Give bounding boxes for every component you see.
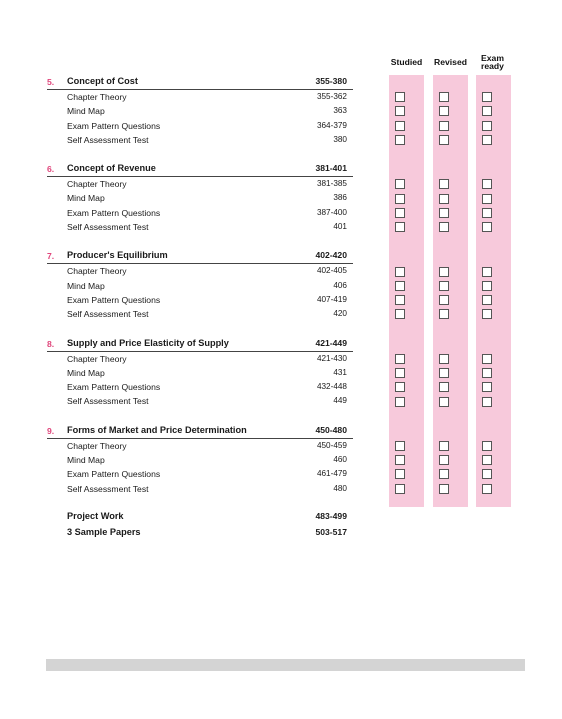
chapter-title: Supply and Price Elasticity of Supply (67, 337, 229, 348)
revised-checkbox[interactable] (439, 208, 449, 218)
toc-item (47, 90, 353, 104)
exam-ready-checkbox[interactable] (482, 106, 492, 116)
revised-checkbox[interactable] (439, 455, 449, 465)
revised-checkbox[interactable] (439, 397, 449, 407)
toc-item-pages: 449 (333, 396, 347, 406)
toc-item-pages: 432-448 (316, 382, 347, 392)
extra-pages: 503-517 (315, 526, 347, 537)
toc-item-pages: 387-400 (316, 207, 347, 217)
toc-item (47, 206, 353, 220)
toc-item-label: Mind Map (67, 455, 105, 466)
chapter-title: Concept of Cost (67, 76, 138, 86)
toc-item-label: Exam Pattern Questions (67, 294, 161, 305)
toc-item-pages: 480 (333, 483, 347, 493)
footer-bar (46, 659, 525, 671)
revised-checkbox[interactable] (439, 469, 449, 479)
toc-item-label: Chapter Theory (67, 266, 127, 277)
toc-item-pages: 421-430 (316, 353, 347, 363)
exam-ready-header (470, 54, 515, 70)
toc-item-pages: 461-479 (316, 469, 347, 479)
chapter-pages: 355-380 (315, 76, 347, 86)
toc-item-pages: 380 (333, 134, 347, 144)
exam-ready-checkbox[interactable] (482, 354, 492, 364)
chapter-pages: 421-449 (315, 337, 347, 348)
toc-item-label: Chapter Theory (67, 179, 127, 190)
revised-checkbox[interactable] (439, 222, 449, 232)
revised-checkbox[interactable] (439, 179, 449, 189)
chapter-heading (47, 248, 353, 264)
chapter-heading (47, 161, 353, 177)
revised-checkbox[interactable] (439, 121, 449, 131)
studied-checkbox[interactable] (395, 295, 405, 305)
toc-item-pages: 381-385 (316, 179, 347, 189)
revised-checkbox[interactable] (439, 194, 449, 204)
toc-item-label: Mind Map (67, 193, 105, 204)
exam-ready-checkbox[interactable] (482, 484, 492, 494)
chapter-number: 9. (47, 425, 55, 436)
revised-checkbox[interactable] (439, 382, 449, 392)
exam-ready-checkbox[interactable] (482, 281, 492, 291)
studied-checkbox[interactable] (395, 179, 405, 189)
exam-ready-checkbox[interactable] (482, 92, 492, 102)
chapter-number: 6. (47, 164, 55, 175)
toc-item-label: Self Assessment Test (67, 309, 149, 320)
toc-item (47, 293, 353, 307)
toc-item (47, 191, 353, 205)
chapter-title: Concept of Revenue (67, 163, 156, 174)
studied-checkbox[interactable] (395, 92, 405, 102)
studied-checkbox[interactable] (395, 455, 405, 465)
toc-item-label: Exam Pattern Questions (67, 382, 161, 393)
studied-checkbox[interactable] (395, 368, 405, 378)
revised-checkbox[interactable] (439, 267, 449, 277)
studied-checkbox[interactable] (395, 222, 405, 232)
studied-checkbox[interactable] (395, 194, 405, 204)
chapter-title: Forms of Market and Price Determination (67, 424, 247, 435)
chapter-heading (47, 336, 353, 352)
toc-item-label: Exam Pattern Questions (67, 469, 161, 480)
toc-item (47, 352, 353, 366)
exam-ready-checkbox[interactable] (482, 295, 492, 305)
revised-header: Revised (434, 57, 467, 67)
revised-checkbox[interactable] (439, 92, 449, 102)
toc-item-label: Mind Map (67, 280, 105, 291)
toc-item-pages: 407-419 (316, 294, 347, 304)
exam-ready-checkbox[interactable] (482, 441, 492, 451)
exam-ready-header-line1: Exam (481, 53, 504, 63)
toc-item (47, 453, 353, 467)
extra-title: 3 Sample Papers (67, 526, 141, 537)
revised-checkbox[interactable] (439, 441, 449, 451)
toc-item-label: Exam Pattern Questions (67, 207, 161, 218)
chapter-pages: 450-480 (315, 424, 347, 435)
extra-pages: 483-499 (315, 510, 347, 521)
toc-item-pages: 364-379 (316, 120, 347, 130)
studied-checkbox[interactable] (395, 309, 405, 319)
toc-item (47, 366, 353, 380)
revised-checkbox[interactable] (439, 281, 449, 291)
table-of-contents (47, 74, 353, 542)
exam-ready-checkbox[interactable] (482, 382, 492, 392)
toc-item-label: Chapter Theory (67, 92, 127, 102)
toc-item (47, 394, 353, 408)
exam-ready-checkbox[interactable] (482, 194, 492, 204)
revised-checkbox[interactable] (439, 368, 449, 378)
toc-item-pages: 450-459 (316, 440, 347, 450)
chapter-heading (47, 423, 353, 439)
studied-checkbox[interactable] (395, 469, 405, 479)
toc-item-pages: 460 (333, 455, 347, 465)
exam-ready-checkbox[interactable] (482, 179, 492, 189)
toc-item (47, 279, 353, 293)
exam-ready-checkbox[interactable] (482, 222, 492, 232)
chapter-number: 7. (47, 251, 55, 262)
revised-checkbox[interactable] (439, 106, 449, 116)
exam-ready-checkbox[interactable] (482, 469, 492, 479)
chapter-number: 8. (47, 338, 55, 349)
exam-ready-checkbox[interactable] (482, 309, 492, 319)
revised-checkbox[interactable] (439, 135, 449, 145)
extra-entry (47, 510, 353, 526)
toc-item (47, 482, 353, 496)
toc-item (47, 119, 353, 133)
toc-item-label: Chapter Theory (67, 353, 127, 364)
toc-item (47, 133, 353, 147)
toc-item-label: Mind Map (67, 367, 105, 378)
exam-ready-checkbox[interactable] (482, 267, 492, 277)
studied-checkbox[interactable] (395, 267, 405, 277)
toc-item-pages: 420 (333, 309, 347, 319)
studied-checkbox[interactable] (395, 484, 405, 494)
chapter-section (47, 161, 353, 234)
extra-title: Project Work (67, 510, 124, 521)
exam-ready-checkbox[interactable] (482, 135, 492, 145)
toc-item (47, 220, 353, 234)
toc-item-label: Self Assessment Test (67, 134, 149, 145)
toc-item-pages: 402-405 (316, 266, 347, 276)
toc-item-pages: 401 (333, 222, 347, 232)
toc-item-label: Self Assessment Test (67, 396, 149, 407)
chapter-section (47, 248, 353, 321)
chapter-pages: 402-420 (315, 250, 347, 261)
toc-item (47, 177, 353, 191)
chapter-section (47, 74, 353, 147)
studied-checkbox[interactable] (395, 281, 405, 291)
toc-item-pages: 363 (333, 106, 347, 116)
exam-ready-checkbox[interactable] (482, 397, 492, 407)
revised-checkbox[interactable] (439, 354, 449, 364)
toc-item-pages: 406 (333, 280, 347, 290)
revised-checkbox[interactable] (439, 309, 449, 319)
exam-ready-checkbox[interactable] (482, 121, 492, 131)
chapter-section (47, 336, 353, 409)
toc-item (47, 307, 353, 321)
toc-item (47, 380, 353, 394)
toc-item-label: Chapter Theory (67, 440, 127, 451)
toc-item-pages: 355-362 (316, 92, 347, 101)
revised-checkbox[interactable] (439, 484, 449, 494)
toc-item (47, 104, 353, 118)
studied-checkbox[interactable] (395, 121, 405, 131)
studied-checkbox[interactable] (395, 441, 405, 451)
exam-ready-checkbox[interactable] (482, 455, 492, 465)
studied-checkbox[interactable] (395, 135, 405, 145)
toc-item-label: Exam Pattern Questions (67, 120, 161, 131)
toc-item-label: Self Assessment Test (67, 483, 149, 494)
chapter-title: Producer's Equilibrium (67, 250, 168, 261)
chapter-number: 5. (47, 77, 55, 87)
chapter-section (47, 423, 353, 496)
toc-item (47, 439, 353, 453)
extra-entry (47, 526, 353, 542)
studied-checkbox[interactable] (395, 354, 405, 364)
studied-checkbox[interactable] (395, 382, 405, 392)
toc-item (47, 264, 353, 278)
studied-checkbox[interactable] (395, 397, 405, 407)
exam-ready-header-line2: ready (481, 61, 504, 71)
toc-item (47, 467, 353, 481)
toc-item-label: Self Assessment Test (67, 222, 149, 233)
exam-ready-checkbox[interactable] (482, 208, 492, 218)
toc-item-label: Mind Map (67, 106, 105, 117)
toc-item-pages: 431 (333, 367, 347, 377)
toc-item-pages: 386 (333, 193, 347, 203)
revised-checkbox[interactable] (439, 295, 449, 305)
studied-checkbox[interactable] (395, 106, 405, 116)
chapter-heading (47, 74, 353, 90)
exam-ready-checkbox[interactable] (482, 368, 492, 378)
studied-checkbox[interactable] (395, 208, 405, 218)
studied-header: Studied (390, 57, 423, 67)
chapter-pages: 381-401 (315, 163, 347, 174)
